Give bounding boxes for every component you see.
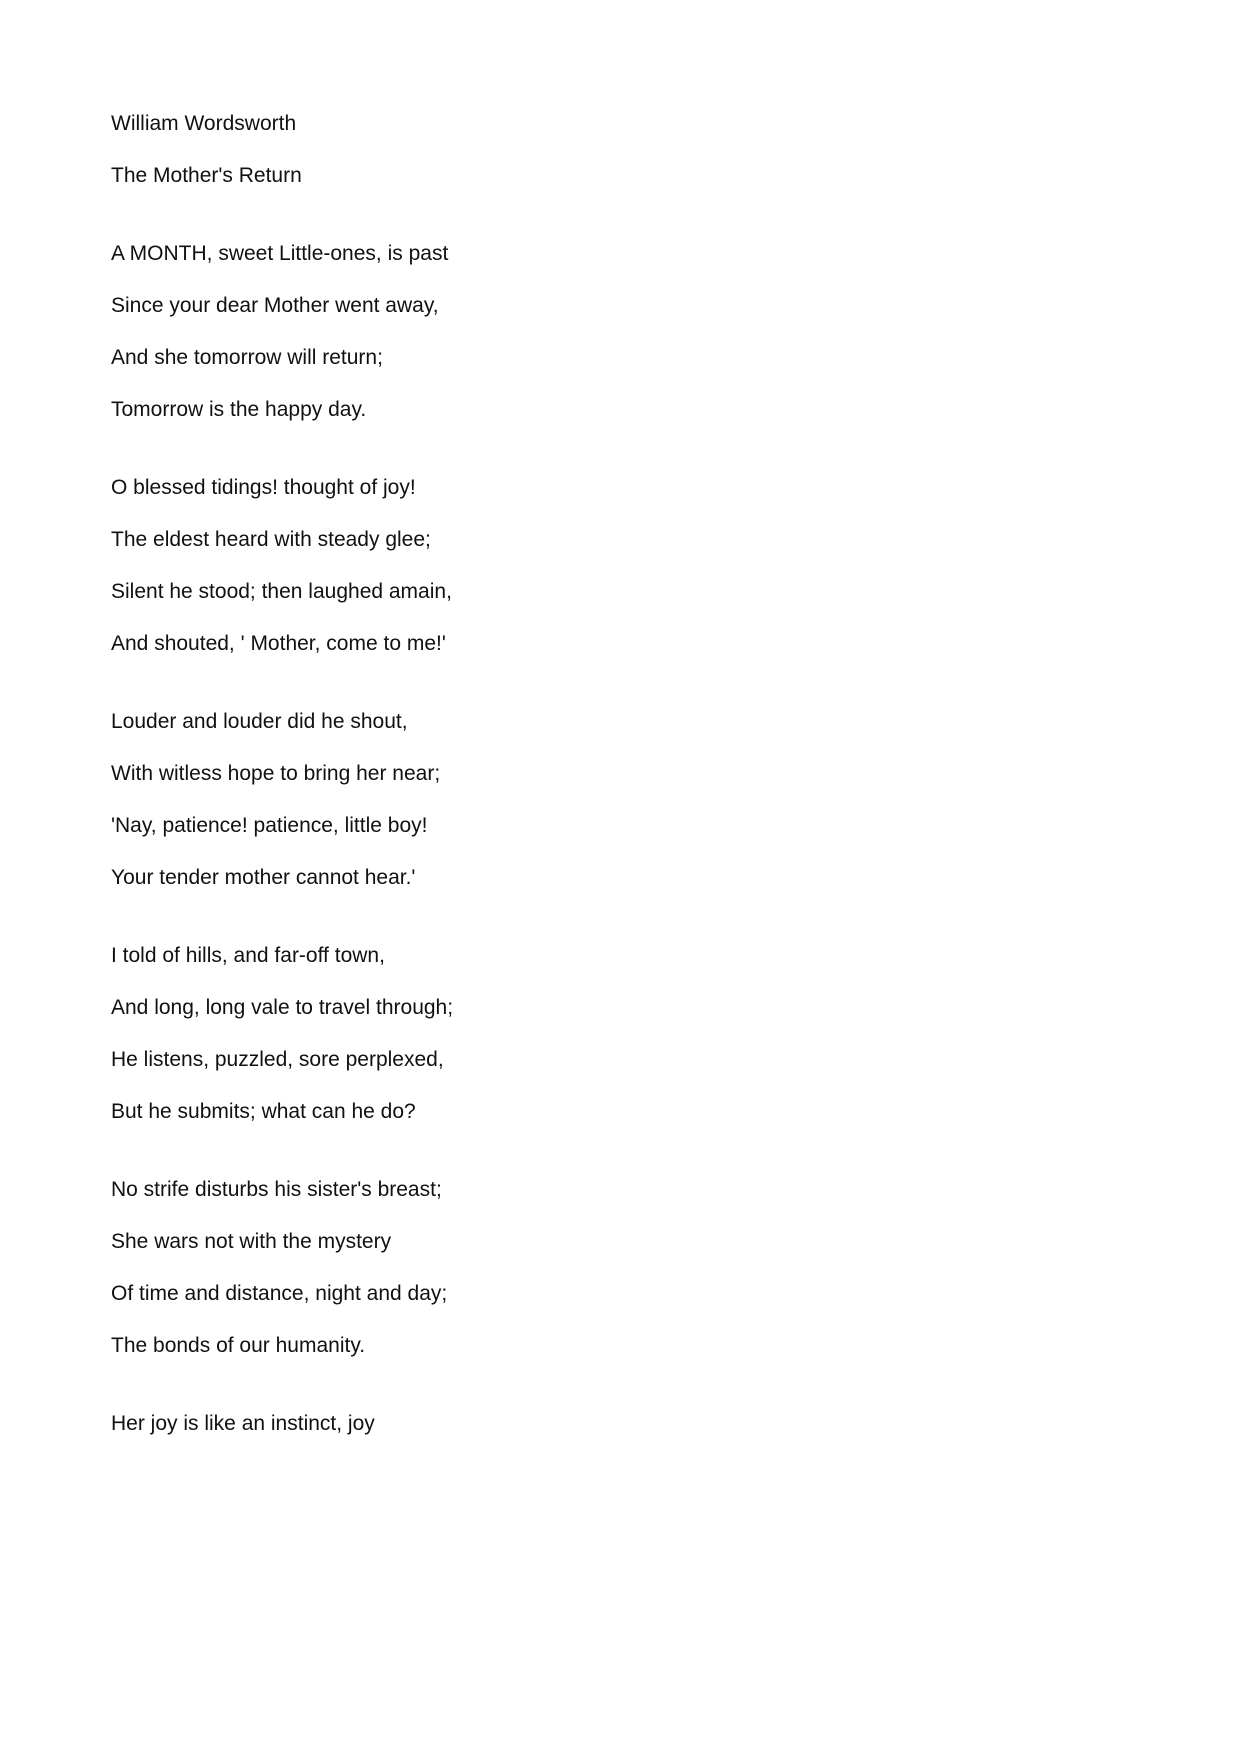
- stanza: [111, 475, 1011, 657]
- poem-line: O blessed tidings! thought of joy!: [111, 476, 416, 499]
- poem-line: Her joy is like an instinct, joy: [111, 1412, 375, 1435]
- poem-line: Of time and distance, night and day;: [111, 1282, 448, 1305]
- poem-line: And shouted, ' Mother, come to me!': [111, 632, 446, 655]
- poem-line: The eldest heard with steady glee;: [111, 528, 431, 551]
- stanza: [111, 1411, 1011, 1437]
- poem-line: And long, long vale to travel through;: [111, 996, 454, 1019]
- poem-line: 'Nay, patience! patience, little boy!: [111, 814, 428, 837]
- author-name: William Wordsworth: [111, 112, 297, 135]
- poem-line: Tomorrow is the happy day.: [111, 398, 367, 421]
- poem-line: No strife disturbs his sister's breast;: [111, 1178, 442, 1201]
- stanza: [111, 241, 1011, 423]
- poem-text: [111, 111, 1011, 1489]
- poem-line: I told of hills, and far-off town,: [111, 944, 385, 967]
- poem-line: With witless hope to bring her near;: [111, 762, 441, 785]
- stanza: [111, 709, 1011, 891]
- poem-line: Your tender mother cannot hear.': [111, 866, 416, 889]
- poem-line: He listens, puzzled, sore perplexed,: [111, 1048, 444, 1071]
- poem-line: Silent he stood; then laughed amain,: [111, 580, 452, 603]
- poem-line: Louder and louder did he shout,: [111, 710, 408, 733]
- poem-line: Since your dear Mother went away,: [111, 294, 439, 317]
- poem-title: The Mother's Return: [111, 164, 302, 187]
- poem-line: She wars not with the mystery: [111, 1230, 392, 1253]
- poem-line: A MONTH, sweet Little-ones, is past: [111, 242, 449, 265]
- poem-line: And she tomorrow will return;: [111, 346, 383, 369]
- stanza: [111, 943, 1011, 1125]
- poem-header: [111, 111, 1011, 189]
- poem-line: But he submits; what can he do?: [111, 1100, 416, 1123]
- stanza: [111, 1177, 1011, 1359]
- poem-line: The bonds of our humanity.: [111, 1334, 366, 1357]
